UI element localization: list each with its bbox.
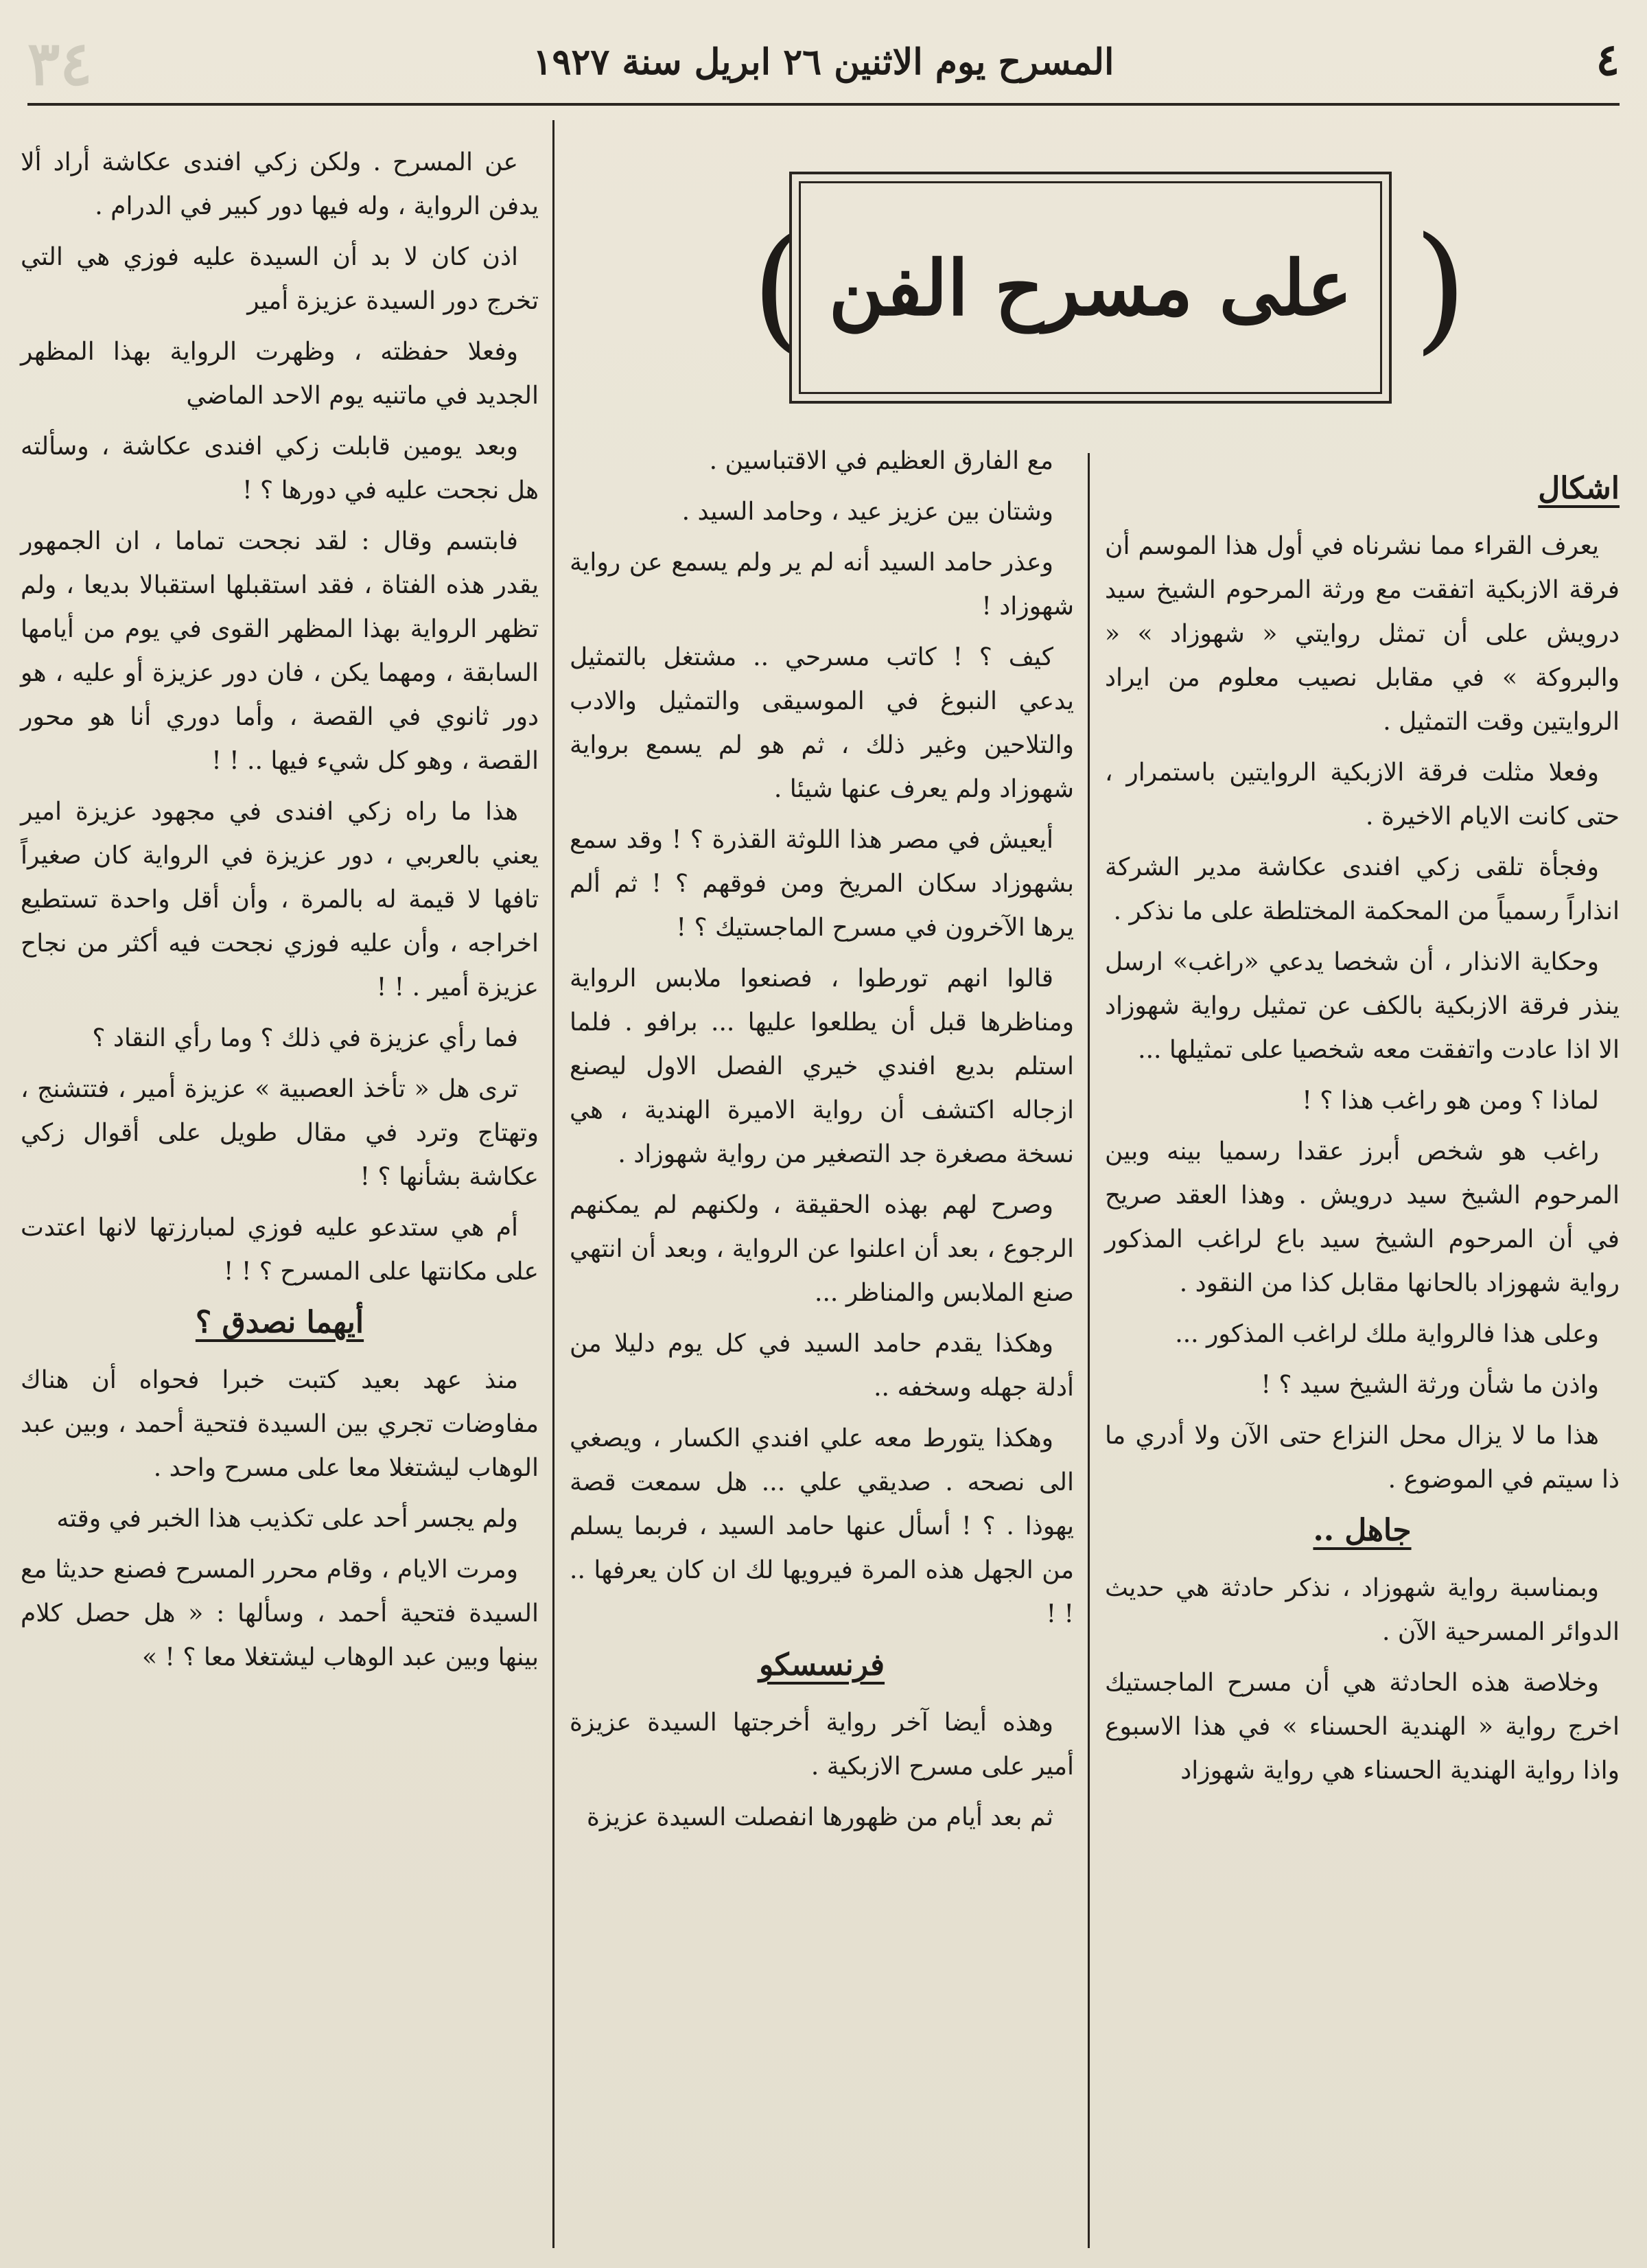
paragraph: لماذا ؟ ومن هو راغب هذا ؟ ! <box>1302 1087 1599 1115</box>
banner-box <box>789 172 1392 404</box>
column-divider-right <box>1088 453 1090 2248</box>
paragraph: ثم بعد أيام من ظهورها انفصلت السيدة عزيزة <box>586 1803 1053 1831</box>
paragraph: عن المسرح . ولكن زكي افندى عكاشة أراد ألا يدفن الرواية ، وله فيها دور كبير في الدرام . <box>21 148 539 220</box>
middle-column <box>570 439 1074 1847</box>
paragraph: واذن ما شأن ورثة الشيخ سيد ؟ ! <box>1261 1371 1599 1399</box>
paragraph: فما رأي عزيزة في ذلك ؟ وما رأي النقاد ؟ <box>92 1024 518 1052</box>
paragraph: اذن كان لا بد أن السيدة عليه فوزي هي التي تخرج دور السيدة عزيزة أمير <box>21 243 539 315</box>
paragraph: أم هي ستدعو عليه فوزي لمبارزتها لانها اعتدت على مكانتها على المسرح ؟ ! ! <box>21 1214 539 1286</box>
masthead-title: المسرح يوم الاثنين ٢٦ ابريل سنة ١٩٢٧ <box>533 41 1114 83</box>
paragraph: هذا ما راه زكي افندى في مجهود عزيزة امير يعني بالعربي ، دور عزيزة في الرواية كان صغيراً تافها لا قيمة له بالمرة ، وأن أقل واحدة تستطيع اخراجه ، وأن عليه فوزي نجحت فيه أكثر من نجاح عزيزة أمير . ! ! <box>21 798 539 1002</box>
paragraph: منذ عهد بعيد كتبت خبرا فحواه أن هناك مفاوضات تجري بين السيدة فتحية أحمد ، وبين عبد الوهاب ليشتغلا معا على مسرح واحد . <box>21 1366 539 1482</box>
section-title-ishkal: اشكال <box>1538 471 1620 506</box>
paragraph: يعرف القراء مما نشرناه في أول هذا الموسم أن فرقة الازبكية اتفقت مع ورثة المرحوم الشيخ سيد درويش على أن تمثل روايتي « شهوزاد » « والبروكة » في مقابل نصيب معلوم من ايراد الروايتين وقت التمثيل . <box>1105 532 1620 736</box>
column-divider-left <box>552 120 554 2248</box>
paragraph: وفجأة تلقى زكي افندى عكاشة مدير الشركة انذاراً رسمياً من المحكمة المختلطة على ما نذكر . <box>1105 853 1620 925</box>
paragraph: وهكذا يقدم حامد السيد في كل يوم دليلا من أدلة جهله وسخفه .. <box>570 1330 1074 1402</box>
banner-paren-right: ) <box>1414 208 1468 368</box>
section-title-jahil: جاهل .. <box>1313 1513 1412 1548</box>
paragraph: راغب هو شخص أبرز عقدا رسميا بينه وبين المرحوم الشيخ سيد درويش . وهذا العقد صريح في أن المرحوم الشيخ سيد باع لراغب المذكور رواية شهوزاد بالحانها مقابل كذا من النقود . <box>1105 1137 1620 1297</box>
paragraph: ولم يجسر أحد على تكذيب هذا الخبر في وقته <box>56 1505 518 1533</box>
banner-title: على مسرح الفن <box>828 243 1353 332</box>
paragraph: وهذه أيضا آخر رواية أخرجتها السيدة عزيزة أمير على مسرح الازبكية . <box>570 1709 1074 1781</box>
paragraph: ومرت الايام ، وقام محرر المسرح فصنع حديثا مع السيدة فتحية أحمد ، وسألها : « هل حصل كلام بينها وبين عبد الوهاب ليشتغلا معا ؟ ! » <box>21 1555 539 1671</box>
page-number: ٤ <box>1596 34 1620 86</box>
banner-paren-left: ( <box>751 208 806 368</box>
faded-mark: ٣٤ <box>27 27 93 99</box>
paragraph: مع الفارق العظيم في الاقتباسين . <box>709 447 1053 475</box>
left-column <box>21 141 539 1687</box>
paragraph: كيف ؟ ! كاتب مسرحي .. مشتغل بالتمثيل يدعي النبوغ في الموسيقى والتمثيل والادب والتلاحين وغير ذلك ، ثم هو لم يسمع برواية شهوزاد ولم يعرف عنها شيئا . <box>570 643 1074 803</box>
right-column <box>1105 460 1620 1800</box>
paragraph: وبعد يومين قابلت زكي افندى عكاشة ، وسألته هل نجحت عليه في دورها ؟ ! <box>21 432 539 505</box>
masthead-rule <box>27 103 1620 106</box>
paragraph: وفعلا مثلت فرقة الازبكية الروايتين باستمرار ، حتى كانت الايام الاخيرة . <box>1105 759 1620 831</box>
paragraph: وخلاصة هذه الحادثة هي أن مسرح الماجستيك اخرج رواية « الهندية الحسناء » في هذا الاسبوع واذا رواية الهندية الحسناء هي رواية شهوزاد <box>1105 1669 1620 1785</box>
paragraph: ترى هل « تأخذ العصبية » عزيزة أمير ، فتتشنج ، وتهتاج وترد في مقال طويل على أقوال زكي عكاشة بشأنها ؟ ! <box>21 1075 539 1191</box>
paragraph: وهكذا يتورط معه علي افندي الكسار ، ويصغي الى نصحه . صديقي علي ... هل سمعت قصة يهوذا . ؟ ! أسأل عنها حامد السيد ، فربما يسلم من الجهل هذه المرة فيرويها لك ان كان يعرفها .. ! ! <box>570 1424 1074 1628</box>
section-title-francesco: فرنسسكو <box>758 1647 885 1682</box>
paragraph: فابتسم وقال : لقد نجحت تماما ، ان الجمهور يقدر هذه الفتاة ، فقد استقبلها استقبالا بديعا ، ولم تظهر الرواية بهذا المظهر القوى في يوم من أيامها السابقة ، ومهما يكن ، فان دور عزيزة أو عليه ، هو دور ثانوي في القصة ، وأما دوري أنا هو محور القصة ، وهو كل شيء فيها .. ! ! <box>21 527 539 775</box>
paragraph: قالوا انهم تورطوا ، فصنعوا ملابس الرواية ومناظرها قبل أن يطلعوا عليها ... برافو . فلما استلم بديع افندي خيري الفصل الاول ليصنع ازجاله اكتشف أن رواية الاميرة الهندية ، هي نسخة مصغرة جد التصغير من رواية شهوزاد . <box>570 964 1074 1168</box>
paragraph: هذا ما لا يزال محل النزاع حتى الآن ولا أدري ما ذا سيتم في الموضوع . <box>1105 1422 1620 1494</box>
paragraph: وعلى هذا فالرواية ملك لراغب المذكور ... <box>1175 1320 1599 1348</box>
paragraph: وعذر حامد السيد أنه لم ير ولم يسمع عن رواية شهوزاد ! <box>570 548 1074 621</box>
paragraph: وفعلا حفظته ، وظهرت الرواية بهذا المظهر الجديد في ماتنيه يوم الاحد الماضي <box>21 338 539 410</box>
section-title-ayyuhuma: أيهما نصدق ؟ <box>195 1305 364 1340</box>
paragraph: وصرح لهم بهذه الحقيقة ، ولكنهم لم يمكنهم الرجوع ، بعد أن اعلنوا عن الرواية ، وبعد أن انتهي صنع الملابس والمناظر ... <box>570 1191 1074 1307</box>
paragraph: أيعيش في مصر هذا اللوثة القذرة ؟ ! وقد سمع بشهوزاد سكان المريخ ومن فوقهم ؟ ! ثم ألم يرها الآخرون في مسرح الماجستيك ؟ ! <box>570 826 1074 942</box>
paragraph: وحكاية الانذار ، أن شخصا يدعي «راغب» ارسل ينذر فرقة الازبكية بالكف عن تمثيل رواية شهوزاد الا اذا عادت واتفقت معه شخصيا على تمثيلها ... <box>1105 948 1620 1064</box>
paragraph: وبمناسبة رواية شهوزاد ، نذكر حادثة هي حديث الدوائر المسرحية الآن . <box>1105 1574 1620 1646</box>
paragraph: وشتان بين عزيز عيد ، وحامد السيد . <box>681 498 1053 526</box>
